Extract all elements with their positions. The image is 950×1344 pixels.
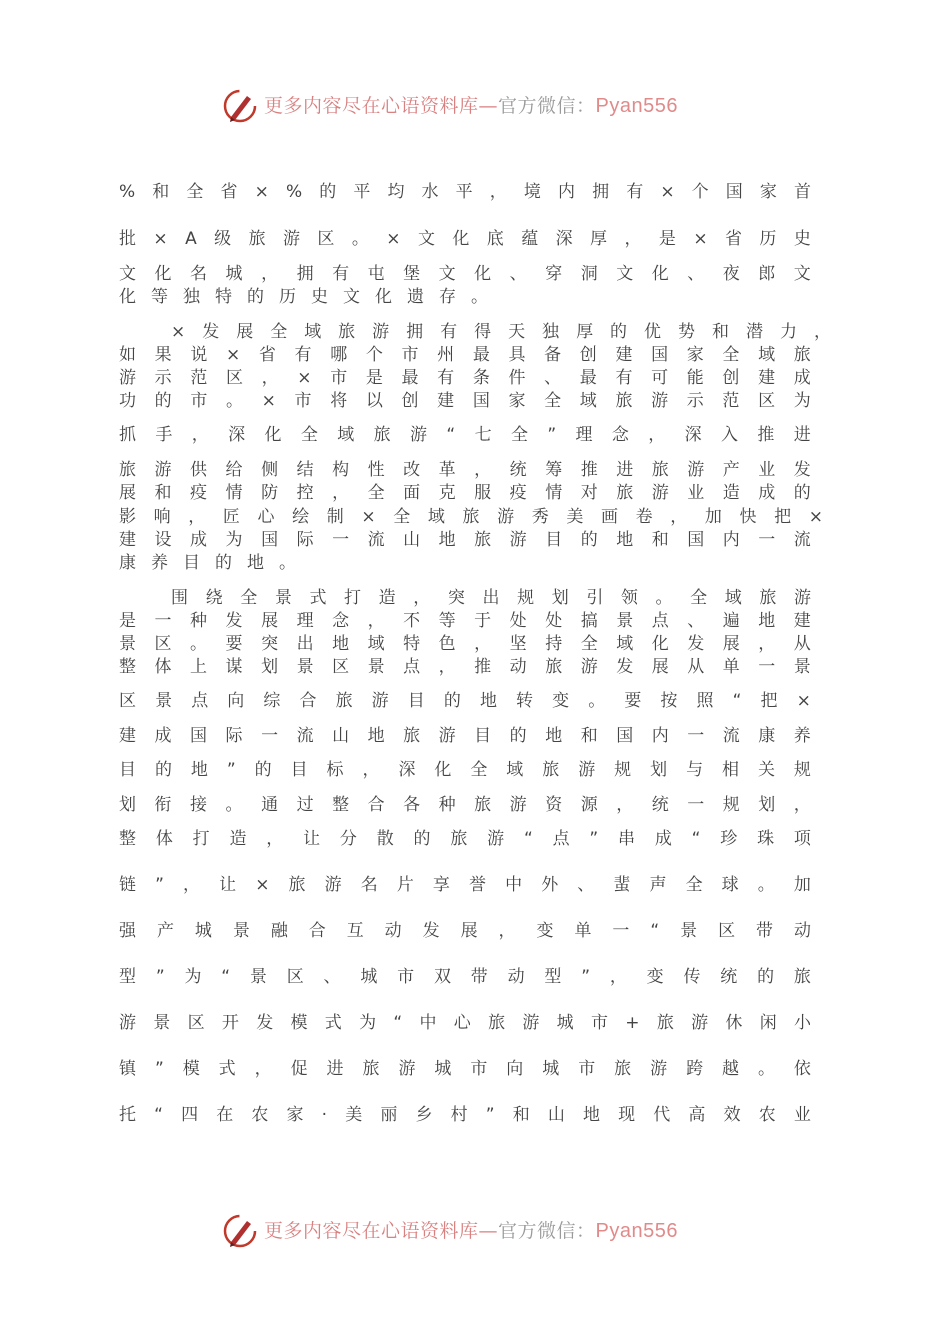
text-line: 建 设 成 为 国 际 一 流 山 地 旅 游 目 的 地 和 国 内 一 流	[119, 530, 811, 550]
wechat-label: 官方微信：	[498, 95, 596, 117]
text-line: 整 体 打 造 ， 让 分 散 的 旅 游 “ 点 ” 串 成 “ 珍 珠 项	[119, 829, 811, 849]
pen-logo-icon	[222, 88, 258, 124]
text-line: 影 响 ， 匠 心 绘 制 × 全 域 旅 游 秀 美 画 卷 ， 加 快 把 ×	[119, 507, 823, 527]
text-line: 整 体 上 谋 划 景 区 景 点 ， 推 动 旅 游 发 展 从 单 一 景	[119, 657, 811, 677]
text-line: 目 的 地 ” 的 目 标 ， 深 化 全 域 旅 游 规 划 与 相 关 规	[119, 760, 811, 780]
brand-text: 更多内容尽在心语资料库—	[264, 95, 499, 117]
wechat-label: 官方微信：	[498, 1220, 596, 1242]
watermark-text	[264, 91, 678, 118]
text-line: 抓 手 ， 深 化 全 域 旅 游 “ 七 全 ” 理 念 ， 深 入 推 进	[119, 425, 811, 445]
text-line: 链 ” ， 让 × 旅 游 名 片 享 誉 中 外 、 蜚 声 全 球 。 加	[119, 875, 811, 895]
text-line: % 和 全 省 × % 的 平 均 水 平 ， 境 内 拥 有 × 个 国 家 首	[119, 182, 811, 202]
text-line: 型 ” 为 “ 景 区 、 城 市 双 带 动 型 ” ， 变 传 统 的 旅	[119, 967, 811, 987]
text-line: 文 化 名 城 ， 拥 有 屯 堡 文 化 、 穿 洞 文 化 、 夜 郎 文	[119, 264, 811, 284]
text-line: 建 成 国 际 一 流 山 地 旅 游 目 的 地 和 国 内 一 流 康 养	[119, 726, 811, 746]
brand-text: 更多内容尽在心语资料库—	[264, 1220, 499, 1242]
text-line: 化等独特的历史文化遗存。	[119, 287, 503, 307]
wechat-id: Pyan556	[595, 1220, 678, 1242]
text-line: 康养目的地。	[119, 553, 311, 573]
text-line: 景 区 。 要 突 出 地 域 特 色 ， 坚 持 全 域 化 发 展 ， 从	[119, 634, 811, 654]
text-line: × 发 展 全 域 旅 游 拥 有 得 天 独 厚 的 优 势 和 潜 力 ，	[171, 322, 831, 342]
header-watermark	[0, 84, 950, 128]
text-line: 如 果 说 × 省 有 哪 个 市 州 最 具 备 创 建 国 家 全 域 旅	[119, 345, 811, 365]
text-line: 展 和 疫 情 防 控 ， 全 面 克 服 疫 情 对 旅 游 业 造 成 的	[119, 483, 811, 503]
wechat-id: Pyan556	[595, 95, 678, 117]
text-line: 托 “ 四 在 农 家 · 美 丽 乡 村 ” 和 山 地 现 代 高 效 农 业	[119, 1105, 811, 1125]
footer-watermark	[0, 1209, 950, 1253]
text-line: 划 衔 接 。 通 过 整 合 各 种 旅 游 资 源 ， 统 一 规 划 ，	[119, 795, 811, 815]
pen-logo-icon	[222, 1213, 258, 1249]
text-line: 功 的 市 。 × 市 将 以 创 建 国 家 全 域 旅 游 示 范 区 为	[119, 391, 811, 411]
text-line: 围 绕 全 景 式 打 造 ， 突 出 规 划 引 领 。 全 域 旅 游	[171, 588, 811, 608]
text-line: 游 示 范 区 ， × 市 是 最 有 条 件 、 最 有 可 能 创 建 成	[119, 368, 811, 388]
text-line: 强 产 城 景 融 合 互 动 发 展 ， 变 单 一 “ 景 区 带 动	[119, 921, 811, 941]
text-line: 区 景 点 向 综 合 旅 游 目 的 地 转 变 。 要 按 照 “ 把 ×	[119, 691, 811, 711]
text-line: 批 × A 级 旅 游 区 。 × 文 化 底 蕴 深 厚 ， 是 × 省 历 史	[119, 229, 811, 249]
text-line: 旅 游 供 给 侧 结 构 性 改 革 ， 统 筹 推 进 旅 游 产 业 发	[119, 460, 811, 480]
text-line: 镇 ” 模 式 ， 促 进 旅 游 城 市 向 城 市 旅 游 跨 越 。 依	[119, 1059, 811, 1079]
watermark-text	[264, 1216, 678, 1243]
text-line: 游 景 区 开 发 模 式 为 “ 中 心 旅 游 城 市 + 旅 游 休 闲 小	[119, 1013, 811, 1033]
text-line: 是 一 种 发 展 理 念 ， 不 等 于 处 处 搞 景 点 、 遍 地 建	[119, 611, 811, 631]
